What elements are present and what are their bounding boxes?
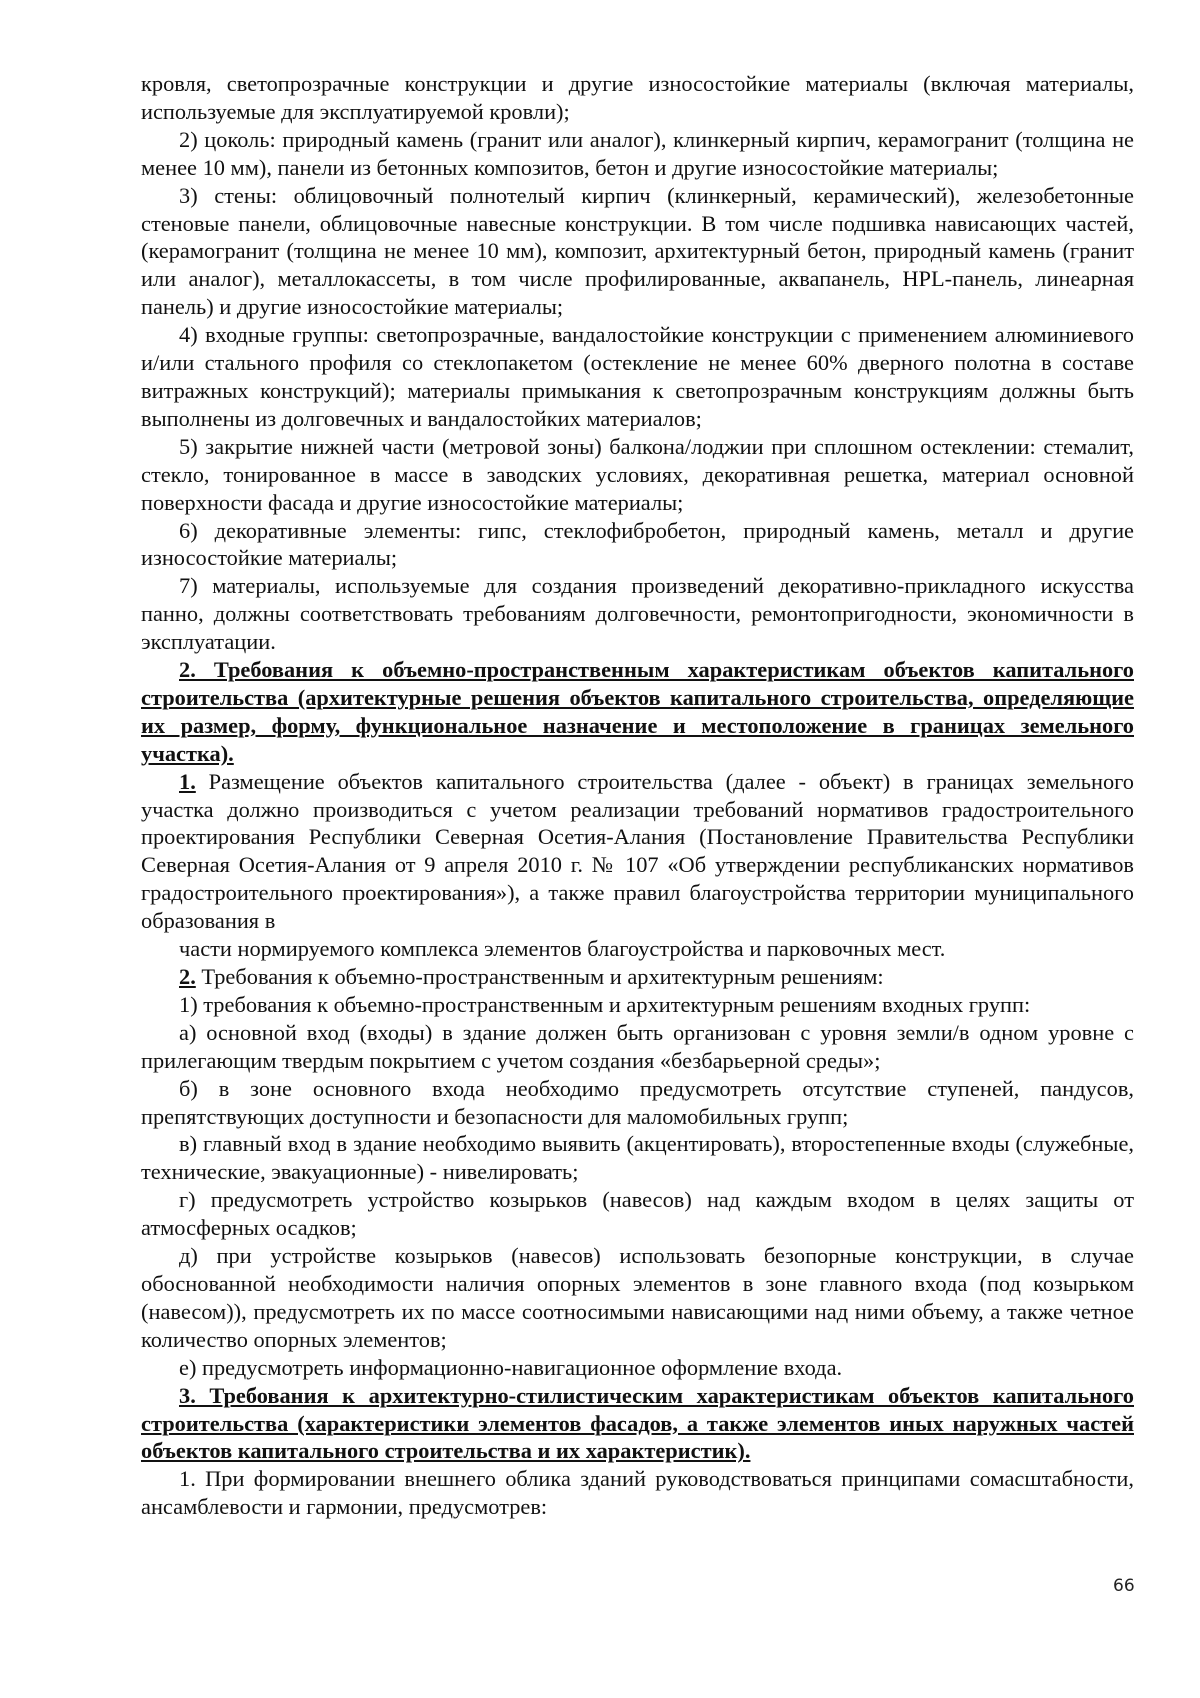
section-2-item-1 <box>141 768 1134 935</box>
paragraph-walls: 3) стены: облицовочный полнотелый кирпич (клинкерный, керамический), железобетонные стеновые панели, облицовочные навесные конструкции. В том числе подшивка нависающих частей, (керамогранит (толщина не менее 10 мм), композит, архитектурный бетон, природный камень (гранит или аналог), металлокассеты, в том числе профилированные, аквапанель, HPL-панель, линеарная панель) и другие износостойкие материалы; <box>141 182 1134 320</box>
paragraph-balcony-closure: 5) закрытие нижней части (метровой зоны) балкона/лоджии при сплошном остеклении: стемалит, стекло, тонированное в массе в заводских условиях, декоративная решетка, материал основной поверхности фасада и другие износостойкие материалы; <box>141 433 1134 515</box>
page-number: 66 <box>1113 1576 1135 1596</box>
paragraph-decorative-elements: 6) декоративные элементы: гипс, стеклофибробетон, природный камень, металл и другие износостойкие материалы; <box>141 517 1134 571</box>
section-2-heading: 2. Требования к объемно-пространственным характеристикам объектов капитального строительства (архитектурные решения объектов капитального строительства, определяющие их размер, форму, функциональное назначение и местоположение в границах земельного участка). <box>141 657 1134 766</box>
item-text: Требования к объемно-пространственным и архитектурным решениям: <box>195 964 884 989</box>
item-text: Размещение объектов капитального строительства (далее - объект) в границах земельного участка должно производиться с учетом реализации требований нормативов градостроительного проектирования Республики Северная Осетия-Алания (Постановление Правительства Республики Северная Осетия-Алания от 9 апреля 2010 г. № 107 «Об утверждении республиканских нормативов градостроительного проектирования»), а также правил благоустройства территории муниципального образования в <box>141 768 1134 934</box>
list-item-b: б) в зоне основного входа необходимо предусмотреть отсутствие ступеней, пандусов, препятствующих доступности и безопасности для маломобильных групп; <box>141 1075 1134 1129</box>
subitem-entrance-requirements: 1) требования к объемно-пространственным и архитектурным решениям входных групп: <box>179 991 1031 1017</box>
list-item-e: е) предусмотреть информационно-навигационное оформление входа. <box>179 1354 843 1380</box>
list-item-a: а) основной вход (входы) в здание должен быть организован с уровня земли/в одном уровне с прилегающим твердым покрытием с учетом создания «безбарьерной среды»; <box>141 1019 1134 1073</box>
paragraph-entrance-groups: 4) входные группы: светопрозрачные, вандалостойкие конструкции с применением алюминиевого и/или стального профиля со стеклопакетом (остекление не менее 60% дверного полотна в составе витражных конструкций); материалы примыкания к светопрозрачным конструкциям должны быть выполнены из долговечных и вандалостойких материалов; <box>141 322 1134 431</box>
section-2-item-2 <box>141 963 1134 991</box>
section-3-heading: 3. Требования к архитектурно-стилистическим характеристикам объектов капитального строительства (характеристики элементов фасадов, а также элементов иных наружных частей объектов капитального строительства и их характеристик). <box>141 1382 1134 1464</box>
section-3-item-1: 1. При формировании внешнего облика зданий руководствоваться принципами сомасштабности, ансамблевости и гармонии, предусмотрев: <box>141 1466 1134 1520</box>
list-item-d: д) при устройстве козырьков (навесов) использовать безопорные конструкции, в случае обоснованной необходимости наличия опорных элементов в зоне главного входа (под козырьком (навесом)), предусмотреть их по массе соотносимыми нависающими над ними объему, а также четное количество опорных элементов; <box>141 1243 1134 1352</box>
paragraph-roofing: кровля, светопрозрачные конструкции и другие износостойкие материалы (включая материалы, используемые для эксплуатируемой кровли); <box>141 71 1134 124</box>
item-number: 1. <box>179 768 196 794</box>
section-2-item-1-continuation: части нормируемого комплекса элементов благоустройства и парковочных мест. <box>179 936 946 962</box>
list-item-v: в) главный вход в здание необходимо выявить (акцентировать), второстепенные входы (служебные, технические, эвакуационные) - нивелировать; <box>141 1131 1134 1185</box>
list-item-g: г) предусмотреть устройство козырьков (навесов) над каждым входом в целях защиты от атмосферных осадков; <box>141 1187 1134 1241</box>
paragraph-plinth: 2) цоколь: природный камень (гранит или аналог), клинкерный кирпич, керамогранит (толщина не менее 10 мм), панели из бетонных композитов, бетон и другие износостойкие материалы; <box>141 126 1134 180</box>
paragraph-materials-art: 7) материалы, используемые для создания произведений декоративно-прикладного искусства панно, должны соответствовать требованиям долговечности, ремонтопригодности, экономичности в эксплуатации. <box>141 573 1134 655</box>
document-body <box>141 70 1134 1521</box>
item-number: 2. <box>179 964 196 989</box>
